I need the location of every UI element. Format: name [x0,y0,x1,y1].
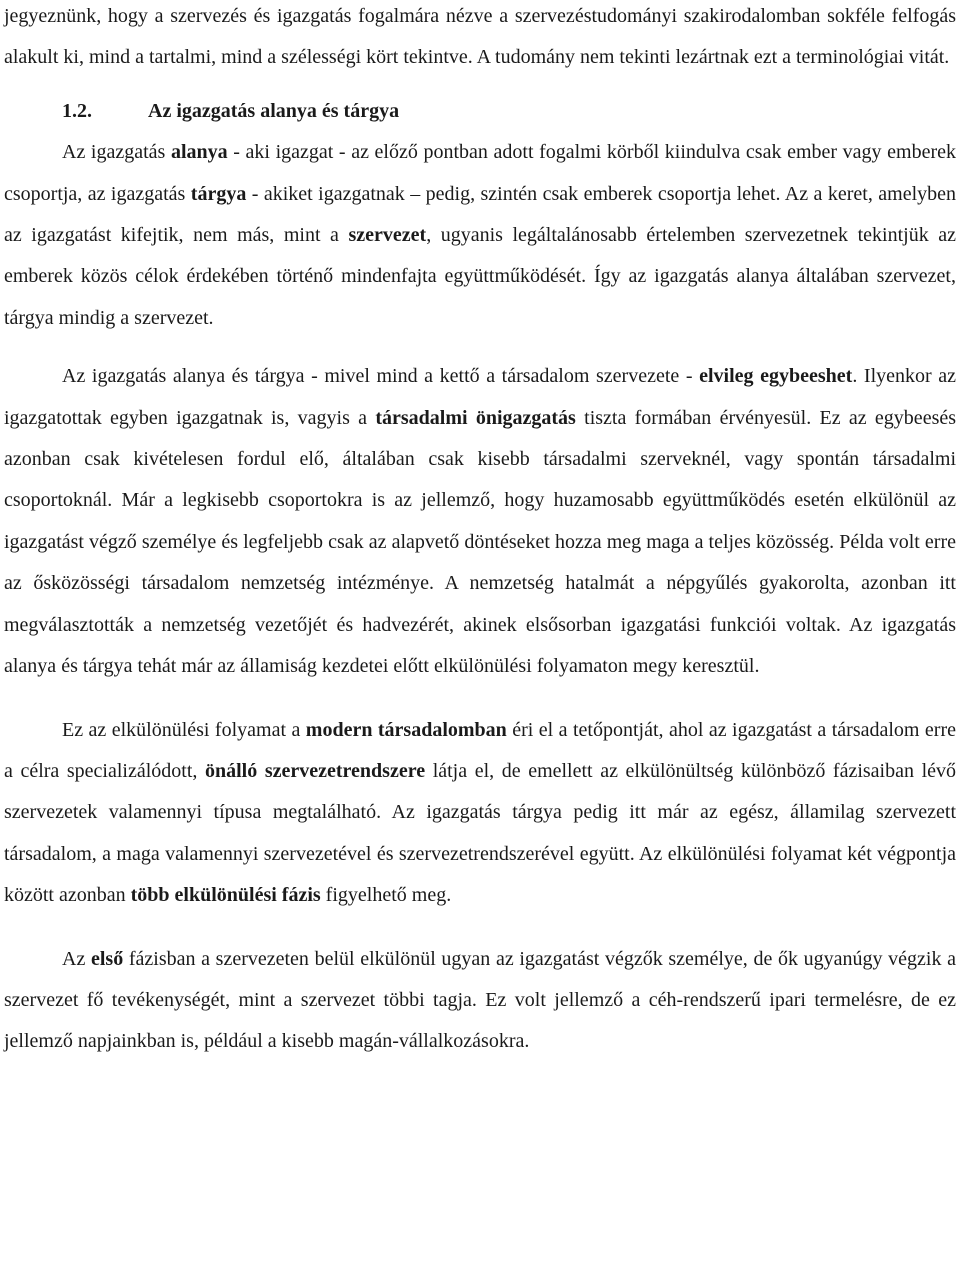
text-run: jegyeznünk, hogy a szervezés és igazgatás fogalmára nézve a szervezéstudományi szakirodalomban sokféle felfogás alakult ki, mind a tartalmi, mind a szélességi kört tekintve. A tudomány nem tekinti lezártnak ezt a terminológiai vitát. [4,5,956,69]
text-run: - akiket igazgatnak – pedig, szintén csak emberek csoportja lehet. Az a keret, amelyben az igazgatást kifejtik, nem más, mint a [4,182,957,247]
bold-term: önálló szervezetrendszere [205,759,426,782]
text-run: Az [62,947,91,970]
bold-term: elvileg egybeeshet [699,365,853,388]
text-run: Ez az elkülönülési folyamat a [62,718,306,741]
paragraph-intro [4,0,956,79]
section-number: 1.2. [62,99,92,122]
paragraph-first-phase [4,939,956,1063]
text-run: , ugyanis legáltalánosabb értelemben szervezetnek tekintjük az emberek közös célok érdekében történő mindenfajta együttműködését. Így az igazgatás alanya általában szervezet, tárgya mindig a szervezet. [4,224,956,329]
text-run: Az igazgatás alanya és tárgya - mivel mind a kettő a társadalom szervezete - [62,365,700,388]
text-run: látja el, de emellett az elkülönültség különböző fázisaiban lévő szervezetek valamennyi típusa megtalálható. Az igazgatás tárgya pedig itt már az egész, államilag szervezett társadalom, a maga valamennyi szervezetével és szervezetrendszerével együtt. Az elkülönülési folyamat két végpontja között azonban [4,759,956,907]
text-run: fázisban a szervezeten belül elkülönül ugyan az igazgatást végzők személye, de ők ugyanúgy végzik a szervezet fő tevékenységét, mint a szervezet többi tagja. Ez volt jellemző a céh-rendszerű ipari termelésre, de ez jellemző napjainkban is, például a kisebb magán-vállalkozásokra. [4,947,957,1053]
paragraph-subject-object [4,132,956,339]
paragraph-self-governance [4,356,956,687]
text-run: éri el a tetőpontját, ahol az igazgatást a társadalom erre a célra specializálódott, [4,718,956,782]
document-page [4,0,956,1063]
text-run: tiszta formában érvényesül. Ez az egybeesés azonban csak kivételesen fordul elő, általában csak kisebb társadalmi szerveknél, vagy spontán társadalmi csoportoknál. Már a legkisebb csoportokra is az jellemző, hogy huzamosabb együttműködés esetén elkülönül az igazgatást végző személye és legfeljebb csak az alapvető döntéseket hozza meg maga a teljes közösség. Példa volt erre az ősközösségi társadalom nemzetség intézménye. A nemzetség hatalmát a népgyűlés gyakorolta, azonban itt megválasztották a nemzetség vezetőjét és hadvezérét, akinek elsősorban igazgatási funkciói voltak. Az igazgatás alanya és tárgya tehát már az államiság kezdetei előtt elkülönülési folyamaton megy keresztül. [4,406,957,678]
text-run: - aki igazgat - az előző pontban adott fogalmi körből kiindulva csak ember vagy emberek csoportja, az igazgatás [4,141,956,205]
section-heading [4,91,956,132]
bold-term: alanya [170,141,228,164]
text-run: figyelhető meg. [320,884,452,907]
bold-term: első [90,947,124,970]
text-run: Az igazgatás [62,141,171,164]
text-run: . Ilyenkor az igazgatottak egyben igazgatnak is, vagyis a [4,365,957,429]
bold-term: több elkülönülési fázis [130,884,321,907]
bold-term: szervezet [348,224,427,247]
bold-term: modern társadalomban [305,718,507,741]
bold-term: tárgya [190,182,247,205]
section-title: Az igazgatás alanya és tárgya [148,99,400,122]
bold-term: társadalmi önigazgatás [375,406,576,429]
paragraph-modern-society [4,710,956,917]
